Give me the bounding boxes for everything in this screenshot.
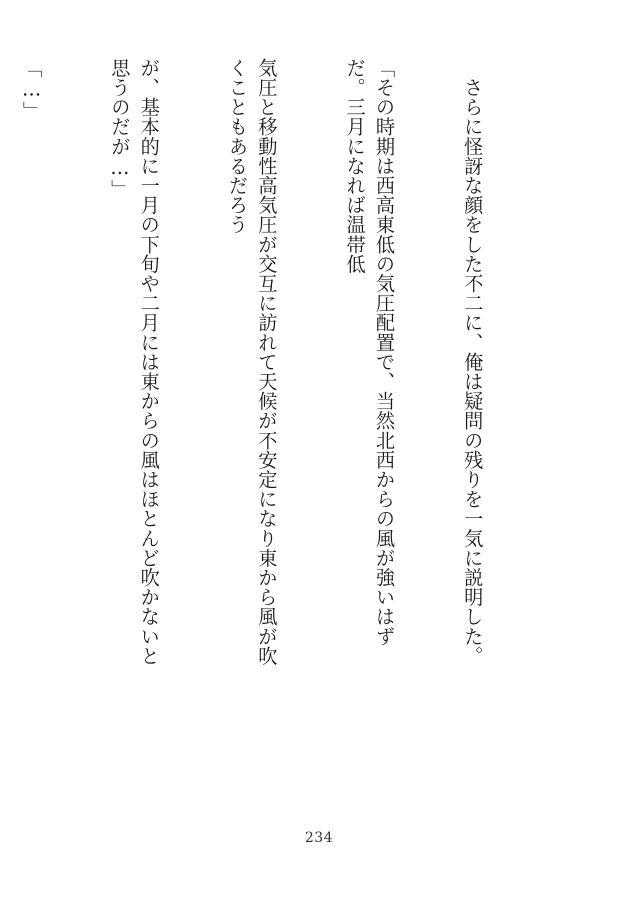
text-line: さらに怪訝な顔をした不二に、俺は疑問の残りを一気に説明した。 <box>461 58 485 666</box>
text-line: 「…」 <box>20 58 44 121</box>
vertical-text-body <box>20 58 546 668</box>
text-line: が、基本的に一月の下旬や二月には東からの風はほとんど吹かないと思うのだが…」 <box>108 58 161 666</box>
page-number: 234 <box>304 830 334 846</box>
text-line: 「その時期は西高東低の気圧配置で、当然北西からの風が強いはずだ。三月になれば温帯低 <box>343 58 396 646</box>
text-line: 気圧と移動性高気圧が交互に訪れて天候が不安定になり東から風が吹くこともあるだろう <box>225 58 279 666</box>
